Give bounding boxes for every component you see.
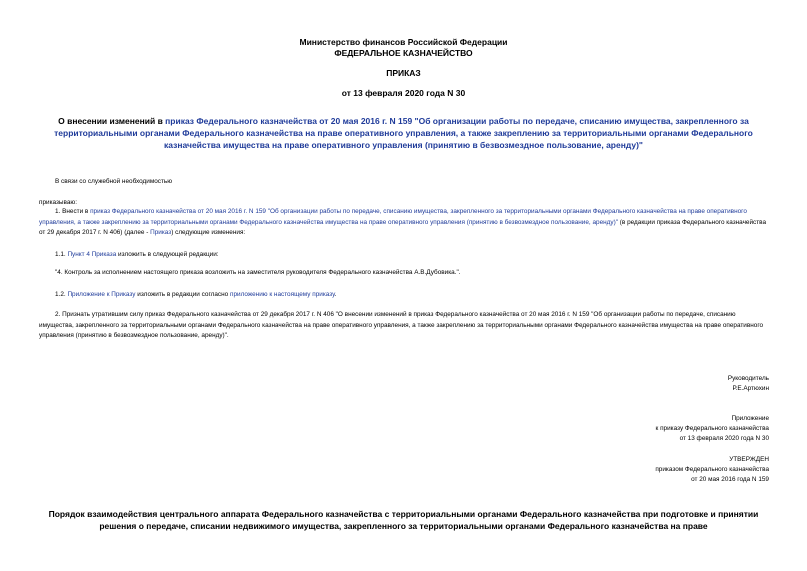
document-date-number: от 13 февраля 2020 года N 30	[341, 88, 466, 98]
approved-label: УТВЕРЖДЕН	[729, 456, 769, 463]
paragraph-1-prikaz-link[interactable]: Приказ	[150, 229, 172, 236]
appendix-line-1: к приказу Федерального казначейства	[655, 425, 769, 432]
appendix-label: Приложение	[731, 415, 769, 422]
order-word: приказываю:	[39, 199, 77, 206]
paragraph-1-2-attachment-link[interactable]: приложению к настоящему приказу	[229, 291, 335, 298]
paragraph-1-prefix: 1. Внести в	[55, 208, 91, 215]
paragraph-1-2-middle: изложить в редакции согласно	[135, 291, 230, 298]
intro-text: В связи со служебной необходимостью	[55, 178, 173, 185]
paragraph-1-2-prefix: 1.2.	[55, 291, 68, 298]
approved-line-1: приказом Федерального казначейства	[655, 466, 769, 473]
paragraph-1-1-prefix: 1.1.	[55, 251, 68, 258]
paragraph-1-1	[55, 250, 219, 261]
paragraph-1-2	[55, 290, 336, 301]
paragraph-1-order-link[interactable]: приказ Федерального казначейства от 20 мая 2016 г. N 159 "Об организации работы по передаче, списанию имущества, закрепленного за территориальными органами Федерального казначейства на праве оперативного управления, а также закреплению за территориальными органами Федерального казначейства имущества на праве оперативного управления (принятию в безвозмездное пользование, аренду)"	[39, 208, 747, 226]
paragraph-1-1-suffix: изложить в следующей редакции:	[116, 251, 219, 258]
agency-name: ФЕДЕРАЛЬНОЕ КАЗНАЧЕЙСТВО	[334, 48, 473, 58]
quoted-point-4: "4. Контроль за исполнением настоящего приказа возложить на заместителя руководителя Федерального казначейства А.В.Дубовика.".	[55, 269, 461, 276]
document-title	[30, 115, 777, 151]
procedure-title: Порядок взаимодействия центрального аппарата Федерального казначейства с территориальными органами Федерального казначейства при подготовке и принятии решения о передаче, списании недвижимого имущества, закрепленного за территориальными органами Федерального казначейства на праве	[48, 509, 759, 531]
title-order-link[interactable]: приказ Федерального казначейства от 20 мая 2016 г. N 159 "Об организации работы по передаче, списанию имущества, закрепленного за территориальными органами Федерального казначейства на праве оперативного управления, а также закреплению за территориальными органами Федерального казначейства имущества на праве оперативного управления (принятию в безвозмездное пользование, аренду)"	[54, 116, 753, 150]
appendix-line-2: от 13 февраля 2020 года N 30	[679, 435, 769, 442]
paragraph-1-2-suffix: .	[334, 291, 337, 298]
paragraph-2: 2. Признать утратившим силу приказ Федерального казначейства от 29 декабря 2017 г. N 406 "О внесении изменений в приказ Федерального казначейства от 20 мая 2016 г. N 159 "Об организации работы по передаче, списанию имущества, закрепленного за территориальными органами Федерального казначейства на праве оперативного управления, а также закреплению за территориальными органами Федерального казначейства имущества на праве оперативного управления (принятию в безвозмездное пользование, аренду)".	[39, 311, 764, 339]
document-type: ПРИКАЗ	[386, 68, 421, 78]
title-prefix: О внесении изменений в	[58, 116, 166, 126]
paragraph-1-2-appendix-link[interactable]: Приложение к Приказу	[67, 291, 136, 298]
approved-line-2: от 20 мая 2016 года N 159	[691, 476, 769, 483]
signature-role: Руководитель	[727, 375, 769, 382]
paragraph-1-middle: (в редакции приказа Федерального казначейства от 29 декабря 2017 г. N 406) (далее -	[39, 218, 767, 236]
paragraph-1	[39, 207, 769, 239]
signature-name: Р.Е.Артюхин	[732, 385, 769, 392]
ministry-name: Министерство финансов Российской Федерации	[299, 37, 508, 47]
paragraph-1-1-point-link[interactable]: Пункт 4 Приказа	[67, 251, 117, 258]
paragraph-1-suffix: ) следующие изменения:	[171, 229, 246, 236]
